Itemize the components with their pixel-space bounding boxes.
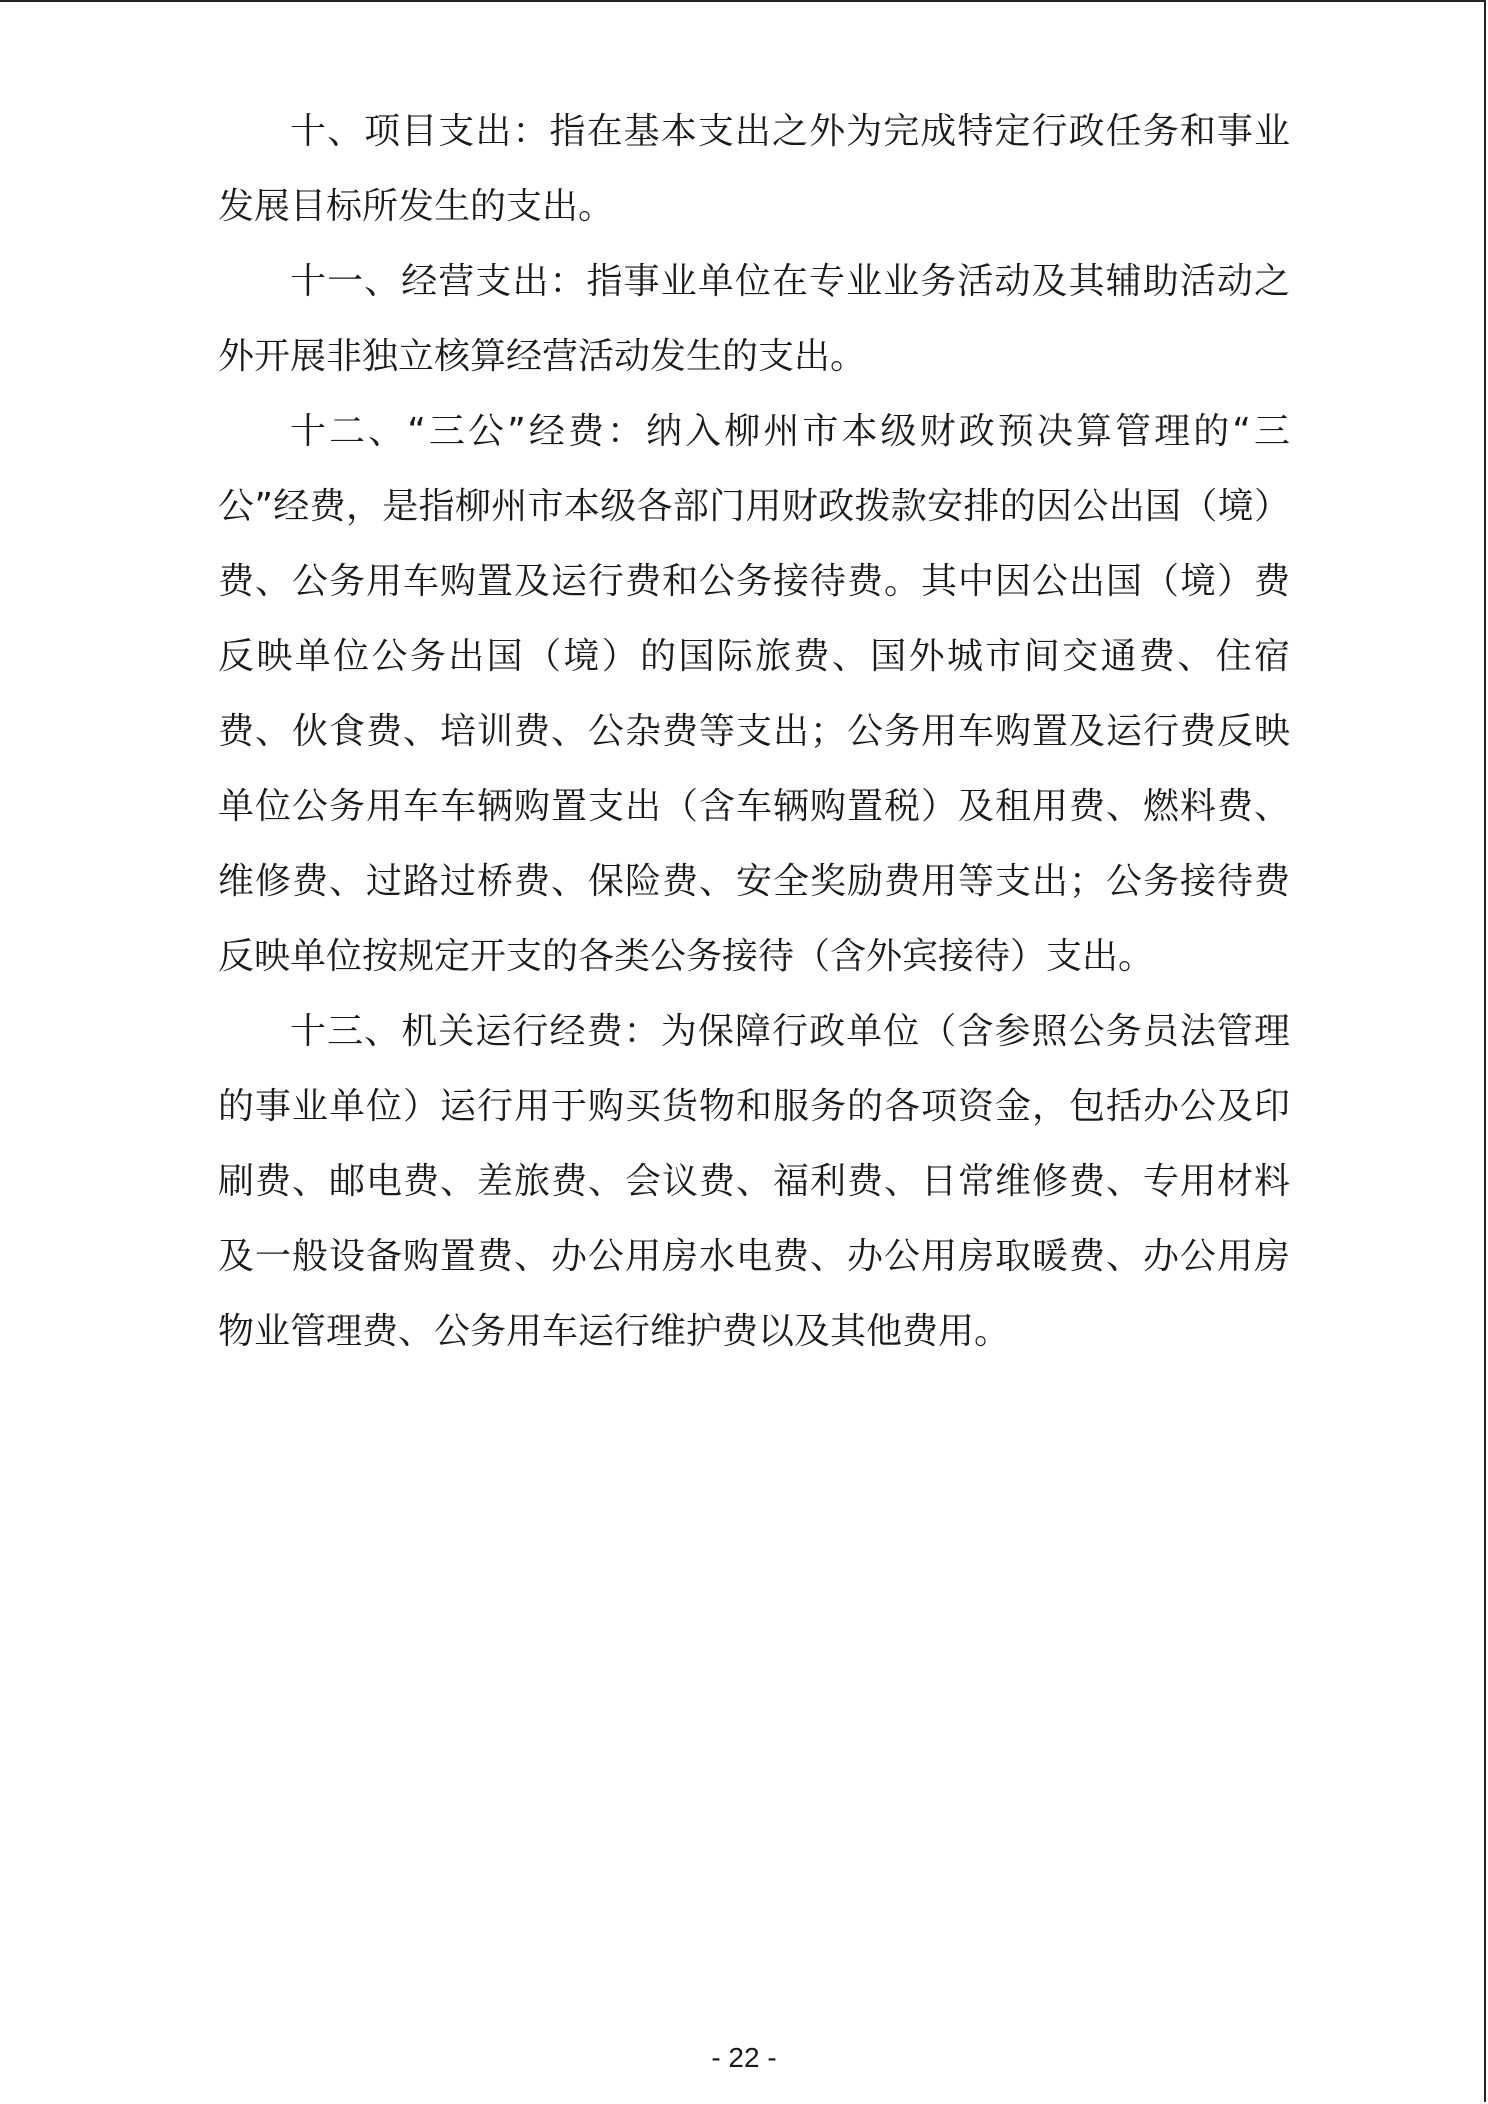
paragraph-three-public-expenses: 十二、“三公”经费：纳入柳州市本级财政预决算管理的“三公”经费，是指柳州市本级各部门用财政拨款安排的因公出国（境）费、公务用车购置及运行费和公务接待费。其中因公出国（境）费反映单位公务出国（境）的国际旅费、国外城市间交通费、住宿费、伙食费、培训费、公杂费等支出；公务用车购置及运行费反映单位公务用车车辆购置支出（含车辆购置税）及租用费、燃料费、维修费、过路过桥费、保险费、安全奖励费用等支出；公务接待费反映单位按规定开支的各类公务接待（含外宾接待）支出。 bbox=[218, 411, 1290, 977]
paragraph-agency-operating-funds: 十三、机关运行经费：为保障行政单位（含参照公务员法管理的事业单位）运行用于购买货物和服务的各项资金，包括办公及印刷费、邮电费、差旅费、会议费、福利费、日常维修费、专用材料及一般设备购置费、办公用房水电费、办公用房取暖费、办公用房物业管理费、公务用车运行维护费以及其他费用。 bbox=[218, 1011, 1290, 1352]
paragraph-operating-expenditure: 十一、经营支出：指事业单位在专业业务活动及其辅助活动之外开展非独立核算经营活动发生的支出。 bbox=[218, 261, 1290, 377]
page-number: - 22 - bbox=[711, 2042, 777, 2073]
document-body bbox=[218, 94, 1290, 1369]
paragraph-project-expenditure: 十、项目支出：指在基本支出之外为完成特定行政任务和事业发展目标所发生的支出。 bbox=[218, 111, 1290, 227]
